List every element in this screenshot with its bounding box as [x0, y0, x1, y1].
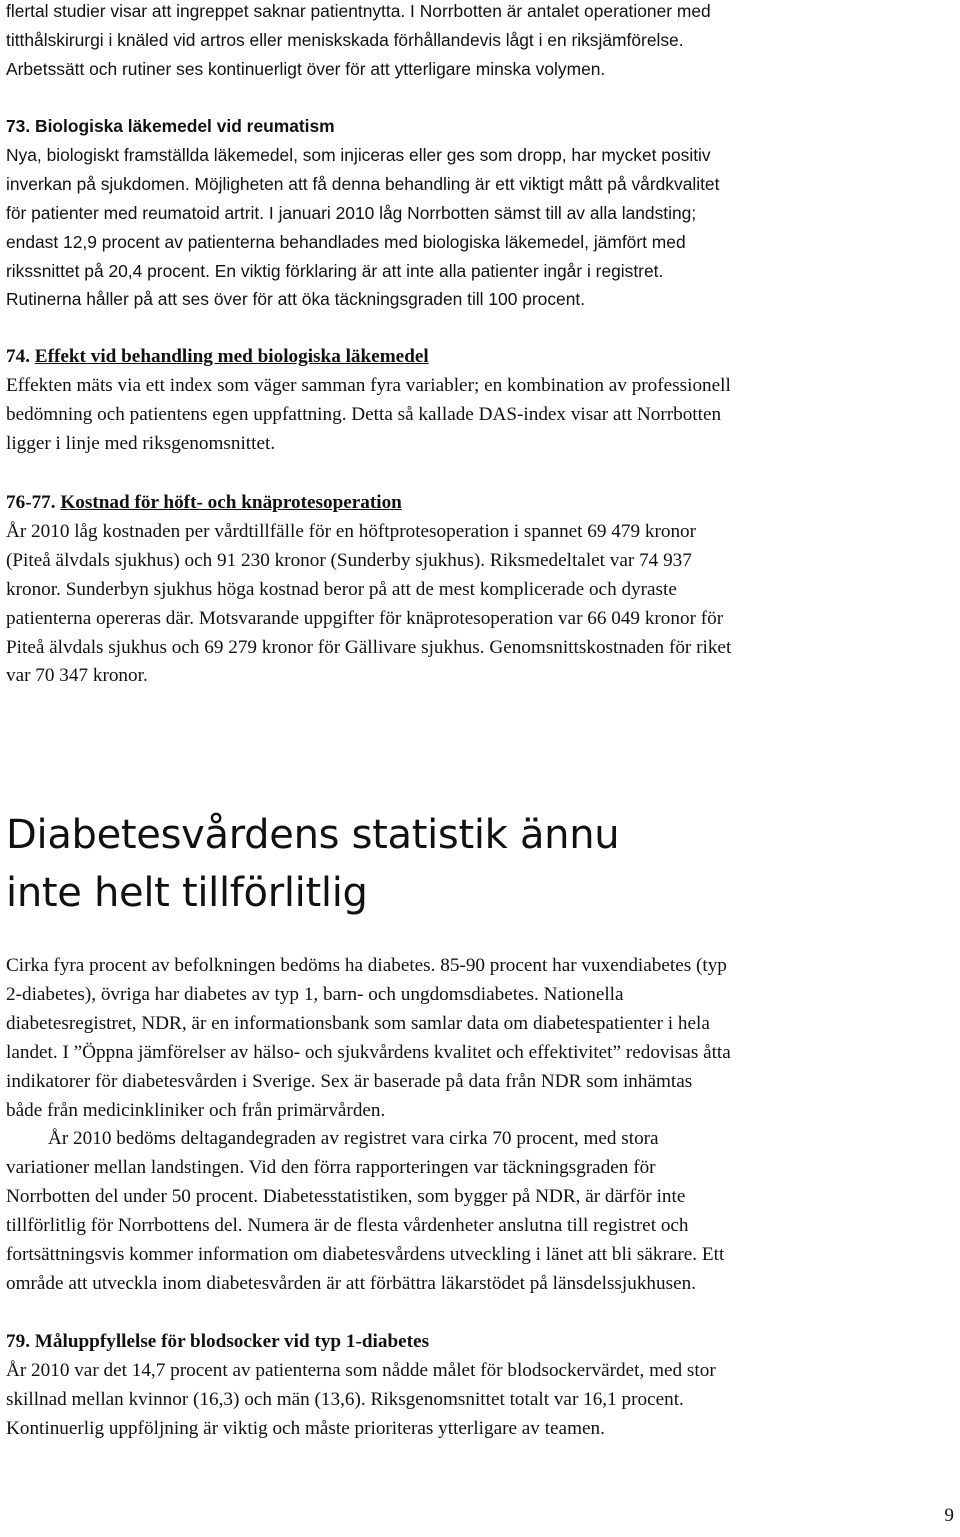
section-number: 76-77. — [6, 492, 61, 513]
section-heading — [6, 489, 956, 518]
body-line: Nya, biologiskt framställda läkemedel, som injiceras eller ges som dropp, har mycket positiv — [6, 144, 711, 165]
body-line: Rutinerna håller på att ses över för att öka täckningsgraden till 100 procent. — [6, 289, 586, 310]
diabetes-title — [6, 806, 956, 922]
body-line: diabetesregistret, NDR, är en informationsbank som samlar data om diabetespatienter i hela — [6, 1012, 710, 1034]
section-heading — [6, 1328, 956, 1357]
body-line: 2-diabetes), övriga har diabetes av typ 1, barn- och ungdomsdiabetes. Nationella — [6, 983, 624, 1005]
section-73 — [6, 112, 956, 314]
section-76-77 — [6, 489, 956, 691]
body-line: variationer mellan landstingen. Vid den förra rapporteringen var täckningsgraden för — [6, 1156, 656, 1178]
body-line: för patienter med reumatoid artrit. I januari 2010 låg Norrbotten sämst till av alla landsting; — [6, 202, 697, 223]
intro-line: titthålskirurgi i knäled vid artros eller meniskskada förhållandevis lågt i en riksjämförelse. — [6, 29, 684, 50]
diabetes-paragraph-2 — [6, 1125, 956, 1298]
body-line: var 70 347 kronor. — [6, 665, 148, 687]
body-line: Piteå älvdals sjukhus och 69 279 kronor för Gällivare sjukhus. Genomsnittskostnaden för riket — [6, 636, 732, 658]
body-line: Cirka fyra procent av befolkningen bedöms ha diabetes. 85-90 procent har vuxendiabetes (typ — [6, 955, 727, 976]
body-line: inverkan på sjukdomen. Möjligheten att få denna behandling är ett viktigt mått på vårdkvalitet — [6, 173, 720, 194]
section-heading — [6, 343, 956, 372]
body-line: Norrbotten del under 50 procent. Diabetesstatistiken, som bygger på NDR, är därför inte — [6, 1185, 686, 1207]
section-79 — [6, 1328, 956, 1444]
intro-line: flertal studier visar att ingreppet saknar patientnytta. I Norrbotten är antalet operationer med — [6, 1, 711, 21]
page-number: 9 — [944, 1505, 954, 1526]
body-line: rikssnittet på 20,4 procent. En viktig förklaring är att inte alla patienter ingår i registret. — [6, 260, 664, 281]
body-line: År 2010 var det 14,7 procent av patienterna som nådde målet för blodsockervärdet, med stor — [6, 1359, 716, 1381]
intro-paragraph — [6, 0, 956, 84]
body-line: bedömning och patientens egen uppfattning. Detta så kallade DAS-index visar att Norrbotten — [6, 403, 722, 425]
body-line: (Piteå älvdals sjukhus) och 91 230 kronor (Sunderby sjukhus). Riksmedeltalet var 74 937 — [6, 549, 692, 571]
body-line: skillnad mellan kvinnor (16,3) och män (13,6). Riksgenomsnittet totalt var 16,1 procent. — [6, 1388, 684, 1410]
body-line: År 2010 bedöms deltagandegraden av registret vara cirka 70 procent, med stora — [48, 1128, 659, 1149]
section-title: Kostnad för höft- och knäprotesoperation — [60, 492, 402, 513]
body-line: indikatorer för diabetesvården i Sverige. Sex är baserade på data från NDR som inhämtas — [6, 1070, 693, 1092]
body-line: År 2010 låg kostnaden per vårdtillfälle för en höftprotesoperation i spannet 69 479 kronor — [6, 520, 697, 542]
section-74 — [6, 343, 956, 459]
body-line: ligger i linje med riksgenomsnittet. — [6, 432, 276, 454]
title-line: Diabetesvårdens statistik ännu — [6, 812, 620, 858]
title-line: inte helt tillförlitlig — [6, 870, 368, 916]
section-number: 74. — [6, 346, 35, 367]
body-line: endast 12,9 procent av patienterna behandlades med biologiska läkemedel, jämfört med — [6, 231, 686, 252]
section-number: 73. — [6, 116, 36, 136]
body-line: fortsättningsvis kommer information om diabetesvårdens utveckling i länet att bli säkrare. Ett — [6, 1243, 725, 1265]
section-number: 79. — [6, 1331, 35, 1352]
body-line: område att utveckla inom diabetesvården är att förbättra läkarstödet på länsdelssjukhusen. — [6, 1272, 696, 1294]
body-line: patienterna opereras där. Motsvarande uppgifter för knäprotesoperation var 66 049 kronor för — [6, 607, 724, 629]
body-line: Kontinuerlig uppföljning är viktig och måste prioriteras ytterligare av teamen. — [6, 1417, 605, 1439]
section-title: Måluppfyllelse för blodsocker vid typ 1-diabetes — [34, 1331, 430, 1352]
body-line: kronor. Sunderbyn sjukhus höga kostnad beror på att de mest komplicerade och dyraste — [6, 578, 677, 600]
intro-line: Arbetssätt och rutiner ses kontinuerligt över för att ytterligare minska volymen. — [6, 58, 606, 79]
diabetes-paragraph-1 — [6, 952, 956, 1125]
section-heading — [6, 112, 956, 141]
body-line: landet. I ”Öppna jämförelser av hälso- och sjukvårdens kvalitet och effektivitet” redovisas åtta — [6, 1041, 731, 1063]
body-line: Effekten mäts via ett index som väger samman fyra variabler; en kombination av professionell — [6, 374, 731, 396]
section-title: Effekt vid behandling med biologiska läkemedel — [34, 346, 429, 367]
body-line: både från medicinkliniker och från primärvården. — [6, 1099, 386, 1121]
section-title: Biologiska läkemedel vid reumatism — [35, 116, 335, 136]
body-line: tillförlitlig för Norrbottens del. Numera är de flesta vårdenheter anslutna till registret och — [6, 1214, 689, 1236]
